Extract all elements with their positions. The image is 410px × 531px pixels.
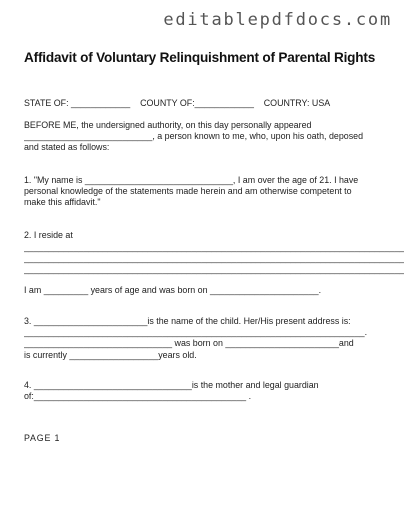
clause-4: 4. ________________________________is the mother and legal guardian of:___________________________________________ . xyxy=(24,380,319,402)
before-me-paragraph: BEFORE ME, the undersigned authority, on this day personally appeared __________________________, a person known to me, who, upon his oath, deposed and stated as follows: xyxy=(24,120,364,153)
state-county-line: STATE OF: ____________ COUNTY OF:____________ COUNTRY: USA xyxy=(24,98,331,108)
age-line: I am _________ years of age and was born on ______________________. xyxy=(24,285,322,295)
watermark: editablepdfdocs.com xyxy=(163,10,392,30)
clause-1: 1. "My name is ______________________________, I am over the age of 21. I have personal knowledge of the statements made herein and am otherwise competent to make this affidavit." xyxy=(24,175,359,208)
clause-2-address-lines: _____________________________________________________________________________ _____________________________________________________________________________ _____________________________________________________________________________ xyxy=(24,242,404,275)
clause-3: 3. _______________________is the name of the child. Her/His present address is: _____________________________________________________________________. ______________________________ was born on _______________________and is currently __________________years old. xyxy=(24,316,368,360)
document-title: Affidavit of Voluntary Relinquishment of Parental Rights xyxy=(24,50,376,65)
page-number: PAGE 1 xyxy=(24,433,61,443)
clause-2-intro: 2. I reside at xyxy=(24,230,73,240)
